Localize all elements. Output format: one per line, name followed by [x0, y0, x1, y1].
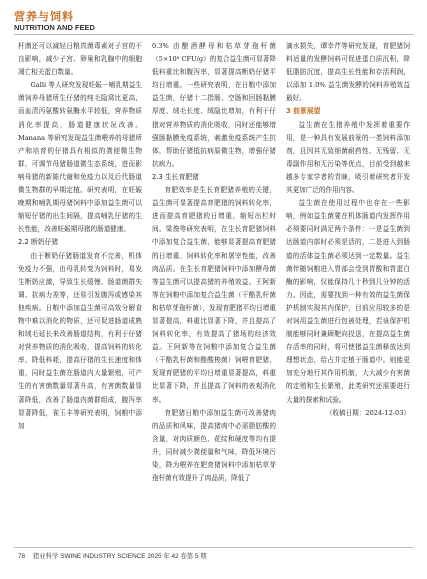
journal-info: 猪业科学 SWINE INDUSTRY SCIENCE 2025 年 42 卷第 5 期 — [32, 553, 207, 560]
paragraph: Galli 等人研究发现妊娠－哺乳期益生菌饲养母猪所生仔猪的纯毛隐窝比更高，而血清丙氨酸转氨酶水平较低，营养物质消化率提高，肠道健康状况改善。Manana 等研究发现益生菌喂养的母猪所产和培育的仔猪具有相似的粪便微生物群，可调节母猪肠道微生态系统，进而影响母猪的新陈代谢和免疫力以及后代肠道微生物群的早期定植。研究表明，在妊娠晚期和哺乳期母猪饲料中添加益生菌可以缩短仔猪的出生间隔，提高哺乳仔猪的生长性能，改善妊娠期母猪的肠道健康。 — [18, 81, 142, 234]
paragraph: 0.3% 由酿酒酵母和枯草芽孢杆菌（5×10⁸ CFU/g）的复合益生菌可显著降低料重比和腹泻率，显著提高断奶仔猪平均日增重。一些研究表明，在日粮中添加益生菌，仔猪十二指肠、空肠和回肠黏膜厚度、绒毛长度、绒隐比增加，有利于仔猪对营养物质的消化吸收，同时还能够增强肠黏膜免疫系统，刺激免疫系统产生抗体，帮助仔猪抵抗病原微生物，增强仔猪抗病力。 — [152, 42, 276, 168]
paragraph: 滴水损失，谭幸芹等研究发现，育肥猪饲料适量的发酵饲料可促进蛋白质沉积，降低脂肪沉度，提高生长性能和存活利润，以添加 1.0% 益生菌发酵的饲料养殖效益最好。 — [286, 42, 410, 103]
paragraph: 育肥猪日粮中添加益生菌可改善猪肉的品质和风味，提高猪肉中必需脂肪酸的含量，对肉质颜色、花纹和硬度等均有提升，同时减少粪便量和气味，降低环境污染，降为喂养在肥育猪饲料中添加枯草芽孢杆菌有效提升了肉品质，降低了 — [152, 408, 276, 483]
section-title-en: NUTRITION AND FEED — [14, 23, 95, 32]
paragraph: 由于断奶仔猪肠道发育不完善，机体免疫力不强，由母乳转变为饲料时，易发生断奶应激，导致生长缓慢、肠道菌群失调、抗病力差等，还易引发腹泻或感染其他疾病。日粮中添加益生菌可高效分解食物中难以消化的物质，还可促进肠道成熟和绒毛延长来改善肠道结构，有利于仔猪对营养物质的消化吸收，提高饲料的转化率，降低料耗，提高仔猪的生长速度和体重，同时益生菌在肠道内大量繁殖，可产生的有害菌数量显著升高，有害菌数量显著降低，改善了肠道内菌群组成，腹泻率显著降低，雀玉丰等研究表明，饲粮中添加 — [18, 251, 142, 430]
text-column-1 — [18, 40, 142, 433]
paragraph: 益生菌在生猪养殖中发挥着重要作用，是一种具有发展前景的一类饲料添加剂，且因其无致细菌耐药性、无残留、无毒副作用和无污染等优点，目前受到越来越多专家学者的青睐，吸引着研究者开发其更加广泛的作用内容。 — [286, 120, 410, 195]
page-number: 78 — [18, 553, 26, 560]
received-date: （收稿日期：2024-12-03） — [325, 408, 410, 417]
section-heading: 2.2 断奶仔猪 — [18, 238, 59, 247]
footer-divider — [14, 547, 414, 548]
section-heading: 2.3 生长育肥猪 — [152, 172, 199, 181]
paragraph: 益生菌在使用过程中也存在一些影响，例如益生菌要在机体肠道内发挥作用必须要同时满足两个条件：一是益生菌到达肠道内部时必须是活的，二是进入到肠道的活体益生菌必须达到一定数量。益生菌伴随饲粮进入胃部会受到胃酸和胃蛋白酶的影响，仅能保持几十秒到几分钟的活力。因此，需要找到一种有效的益生菌保护机制实现其内保护，目前应用较多的是对饲用益生菌进行包被处理，若该保护机制能够同时兼顾靶向投送，在提高益生菌存活率的同时，将可使猪益生菌释放达到理想状态，给占并定植于肠道中。则能更加充分地行其作用机制，大大减少有害菌的定殖和生长繁殖，此类研究还需要进行大量的探索和试验。 — [286, 199, 410, 404]
text-column-2 — [152, 40, 276, 485]
text-column-3 — [286, 40, 410, 420]
page-footer — [18, 551, 418, 560]
page-header — [14, 10, 414, 33]
section-title: 营养与饲料 — [14, 10, 74, 23]
header-divider — [14, 34, 414, 35]
paragraph: 育肥效率是生长育肥猪养殖的关键，益生菌可显著提高育肥猪的饲料转化率，进而提高育肥猪的日增重，缩短出栏时间。梁俊等研究表明，在生长育肥猪饲料中添加复合益生菌，能够显著提高育肥猪的日增重、饲料转化率和屠宰性能，改善肉品质。在生长育肥猪饲料中添加酵母菌等益生菌可以提高猪的养殖效益。王阿新等在饲粮中添加复合益生菌（干酪乳杆菌和枯草芽孢杆菌），发现育肥猪平均日增重显著提高，料重比显著下降，并且提高了饲料转化率，有效提高了猪场的经济效益。王阿新等在饲粮中添加复合益生菌（干酪乳杆菌和酪酸梭菌）饲喂育肥猪，发现育肥猪的平均日增重显著提高，料重比显著下降，并且提高了饲料的表观消化率。 — [152, 186, 276, 404]
paragraph: 杆菌还可以减轻日粮真菌毒素对子宫的不良影响，减少子宫、卵巢和乳腺中的细胞凋亡相关蛋白数量。 — [18, 42, 142, 77]
section-heading: 3 前景展望 — [286, 107, 321, 116]
